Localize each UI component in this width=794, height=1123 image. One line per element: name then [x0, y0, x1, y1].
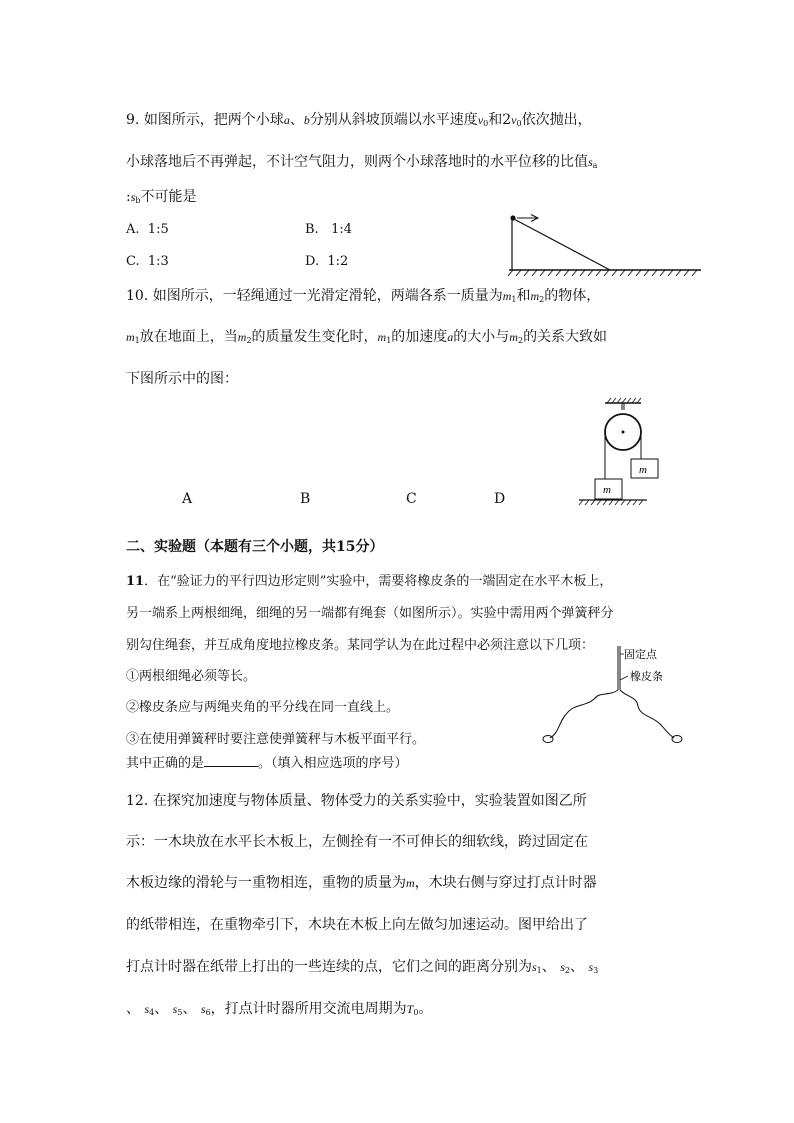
q9-option-d: D. 1:2	[305, 254, 349, 269]
q10-choice-b: B	[300, 491, 311, 507]
slope-figure	[505, 208, 705, 278]
q9-number: 9.	[126, 112, 140, 128]
q11-line1: 11．在“验证力的平行四边形定则”实验中，需要将橡皮条的一端固定在水平木板上，	[126, 574, 613, 589]
q9-line1: 9. 如图所示，把两个小球a、b分别从斜坡顶端以水平速度$v_0$和$2v_0$依次抛出，	[126, 112, 592, 128]
q10-number: 10.	[126, 288, 149, 304]
q11-item-1: ①两根细绳必须等长。	[126, 669, 257, 684]
pulley-figure	[575, 396, 685, 516]
q11-line3: 别勾住绳套，并互成角度地拉橡皮条。某同学认为在此过程中必须注意以下几项：	[126, 638, 595, 653]
q10-choice-a: A	[182, 491, 193, 507]
q12-line2: 示：一木块放在水平长木板上，左侧拴有一不可伸长的细软线，跨过固定在	[126, 834, 588, 850]
q12-number: 12.	[126, 793, 149, 809]
q10-choice-d: D	[494, 491, 506, 507]
fixed-point-label: 固定点	[624, 648, 657, 661]
q12-line4: 的纸带相连，在重物牵引下，木块在木板上向左做匀加速运动。图甲给出了	[126, 917, 588, 933]
rubber-band-figure	[540, 646, 690, 751]
q12-line5: 打点计时器在纸带上打出的一些连续的点，它们之间的距离分别为$s_1$、 $s_2$、 $s_3$	[126, 959, 599, 975]
q9-option-c: C. 1:3	[126, 254, 169, 269]
q10-choice-c: C	[406, 491, 417, 507]
q10-line1: 10. 如图所示，一轻绳通过一光滑定滑轮，两端各系一质量为$m_1$和$m_2$的物体，	[126, 288, 601, 304]
q9-option-a: A. 1:5	[126, 222, 169, 237]
loop-left	[543, 736, 553, 743]
q9-line3: $:s_b$不可能是	[126, 189, 197, 205]
loop-right	[672, 736, 682, 743]
q12-line6: 、 $s_4$、 $s_5$、 $s_6$，打点计时器所用交流电周期为$T_0$。	[126, 1001, 433, 1017]
q11-answer-line: 其中正确的是 。（填入相应选项的序号）	[126, 752, 408, 774]
ball	[510, 215, 515, 220]
block-m2-label: m	[639, 464, 647, 476]
q9-line2: 小球落地后不再弹起，不计空气阻力，则两个小球落地时的水平位移的比值$s_a$	[126, 154, 598, 170]
block-m1-label: m	[603, 484, 611, 496]
rubber-band-label: 橡皮条	[630, 670, 663, 683]
q11-number: 11	[126, 574, 145, 589]
q11-answer-blank[interactable]	[204, 752, 258, 767]
q9-option-b: B. 1:4	[305, 222, 353, 237]
q10-line2: $m_1$放在地面上，当$m_2$的质量发生变化时，$m_1$的加速度a的大小与$m_2$的关系大致如	[126, 329, 608, 345]
q11-item-2: ②橡皮条应与两绳夹角的平分线在同一直线上。	[126, 700, 400, 715]
q12-line3: 木板边缘的滑轮与一重物相连，重物的质量为m，木块右侧与穿过打点计时器	[126, 875, 597, 891]
q12-line1: 12. 在探究加速度与物体质量、物体受力的关系实验中，实验装置如图乙所	[126, 793, 587, 809]
q10-line3: 下图所示中的图：	[126, 371, 238, 387]
q11-line2: 另一端系上两根细绳，细绳的另一端都有绳套（如图所示）。实验中需用两个弹簧秤分	[126, 606, 614, 621]
q11-item-3: ③在使用弹簧秤时要注意使弹簧秤与木板平面平行。	[126, 732, 426, 747]
section-2-title: 二、实验题（本题有三个小题，共15分）	[126, 539, 384, 555]
